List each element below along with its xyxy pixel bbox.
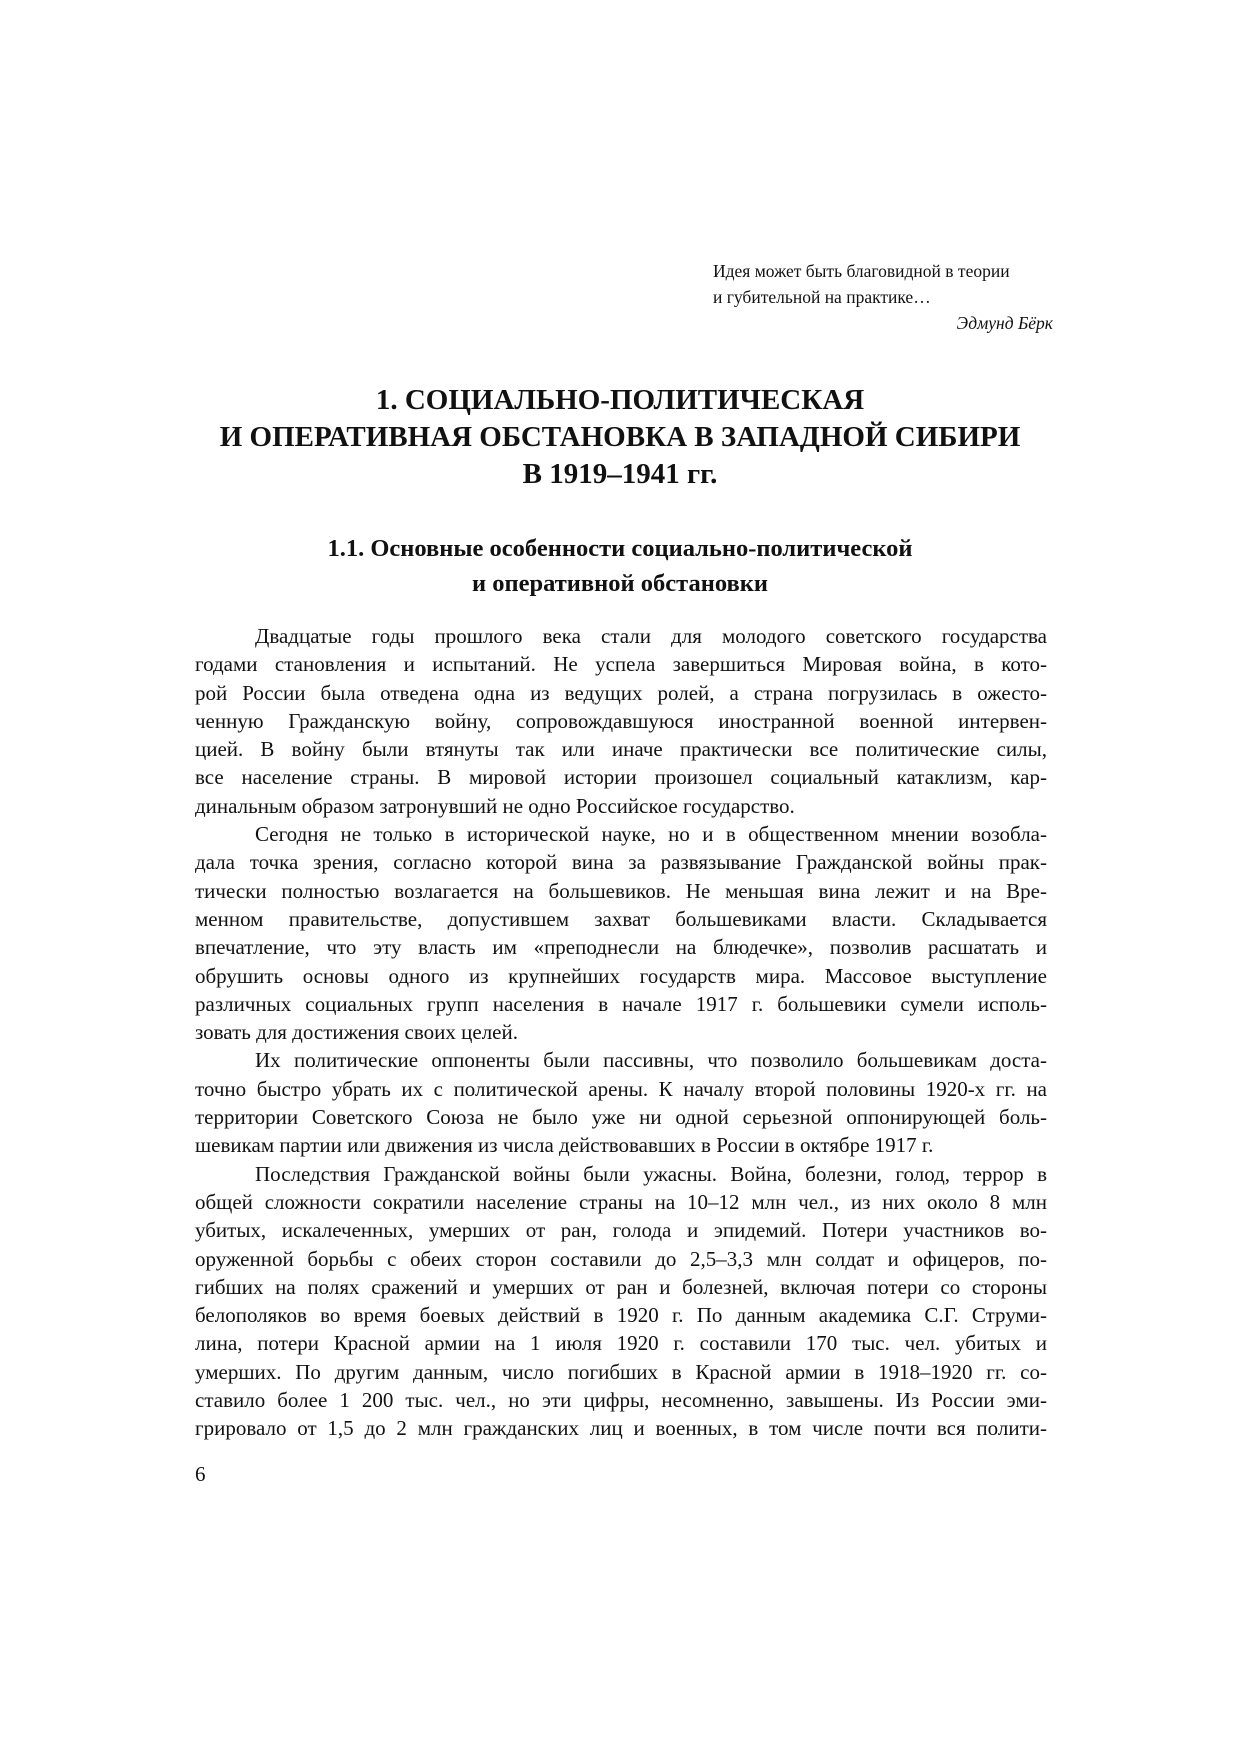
epigraph-author: Эдмунд Бёрк [956,313,1053,333]
text-line: Двадцатые годы прошлого века стали для молодого советского государства [255,624,1047,648]
text-line: годами становления и испытаний. Не успела завершиться Мировая война, в кото- [195,652,1047,677]
paragraph [195,1046,1047,1159]
text-line: менном правительстве, допустившем захват большевиками власти. Складывается [195,906,1047,931]
section-title-line: и оперативной обстановки [472,570,768,597]
text-line: умерших. По другим данным, число погибших в Красной армии в 1918–1920 гг. со- [195,1359,1047,1384]
text-line: ченную Гражданскую войну, сопровождавшуюся иностранной военной интервен- [195,708,1047,733]
chapter-title-line: И ОПЕРАТИВНАЯ ОБСТАНОВКА В ЗАПАДНОЙ СИБИРИ [219,421,1021,453]
body-text [195,622,1047,1443]
chapter-title-line: 1. СОЦИАЛЬНО-ПОЛИТИЧЕСКАЯ [375,384,865,416]
text-line: убитых, искалеченных, умерших от ран, голода и эпидемий. Потери участников во- [195,1218,1047,1243]
text-line: шевикам партии или движения из числа действовавших в России в октябре 1917 г. [195,1133,934,1158]
chapter-title [190,382,1050,493]
text-line: тически полностью возлагается на большевиков. Не меньшая вина лежит и на Вре- [195,878,1047,903]
text-line: ставило более 1 200 тыс. чел., но эти цифры, несомненно, завышены. Из России эми- [195,1388,1047,1413]
text-line: дала точка зрения, согласно которой вина за развязывание Гражданской войны прак- [195,850,1047,875]
text-line: Их политические оппоненты были пассивны, что позволило большевикам доста- [255,1048,1047,1073]
paragraph [195,622,1047,820]
text-line: Сегодня не только в исторической науке, но и в общественном мнении возобла- [255,822,1047,847]
text-line: все население страны. В мировой истории произошел социальный катаклизм, кар- [195,765,1047,790]
paragraph [195,820,1047,1046]
epigraph-line: Идея может быть благовидной в теории [713,261,1010,281]
text-line: точно быстро убрать их с политической арены. К началу второй половины 1920-х гг. на [195,1076,1047,1101]
text-line: рой России была отведена одна из ведущих ролей, а страна погрузилась в ожесто- [195,680,1047,705]
epigraph-line: и губительной на практике… [713,287,931,307]
page-number: 6 [195,1462,206,1486]
paragraph [195,1160,1047,1443]
text-line: белополяков во время боевых действий в 1920 г. По данным академика С.Г. Струми- [195,1303,1047,1328]
text-line: впечатление, что эту власть им «преподнесли на блюдечке», позволив расшатать и [195,935,1047,960]
section-title [190,531,1050,601]
text-line: обрушить основы одного из крупнейших государств мира. Массовое выступление [195,963,1047,988]
text-line: территории Советского Союза не было уже ни одной серьезной оппонирующей боль- [195,1105,1047,1130]
text-line: гибших на полях сражений и умерших от ран и болезней, включая потери со стороны [195,1274,1047,1299]
text-line: зовать для достижения своих целей. [195,1020,518,1045]
epigraph [713,258,1053,336]
text-line: динальным образом затронувший не одно Российское государство. [195,793,795,818]
text-line: грировало от 1,5 до 2 млн гражданских лиц и военных, в том числе почти вся полити- [195,1416,1047,1441]
text-line: лина, потери Красной армии на 1 июля 1920 г. составили 170 тыс. чел. убитых и [195,1331,1047,1356]
text-line: цией. В войну были втянуты так или иначе практически все политические силы, [195,737,1047,762]
text-line: общей сложности сократили население страны на 10–12 млн чел., из них около 8 млн [195,1189,1047,1214]
text-line: оруженной борьбы с обеих сторон составили до 2,5–3,3 млн солдат и офицеров, по- [195,1246,1047,1271]
section-title-line: 1.1. Основные особенности социально-политической [327,535,913,562]
chapter-title-line: В 1919–1941 гг. [522,458,718,490]
text-line: Последствия Гражданской войны были ужасны. Война, болезни, голод, террор в [255,1161,1047,1186]
text-line: различных социальных групп населения в начале 1917 г. большевики сумели исполь- [195,991,1047,1016]
